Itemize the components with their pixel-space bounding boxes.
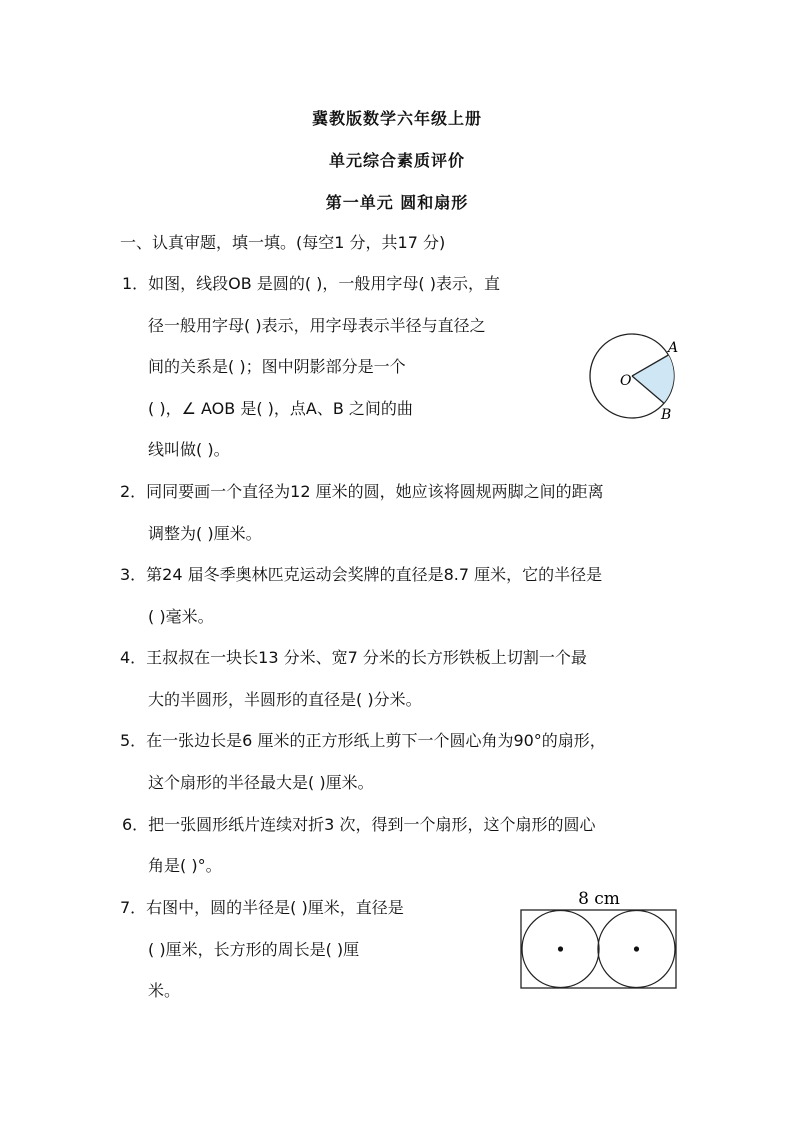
question-1-line-3: 间的关系是( )；图中阴影部分是一个 xyxy=(148,357,406,376)
question-7-line-1: 7．右图中，圆的半径是( )厘米，直径是 xyxy=(120,898,404,917)
question-4-line-1: 4．王叔叔在一块长13 分米、宽7 分米的长方形铁板上切割一个最 xyxy=(120,648,587,667)
question-2-line-1: 2．同同要画一个直径为12 厘米的圆，她应该将圆规两脚之间的距离 xyxy=(120,482,604,501)
question-7-line-2: ( )厘米，长方形的周长是( )厘 xyxy=(148,940,360,959)
question-4-line-2: 大的半圆形，半圆形的直径是( )分米。 xyxy=(148,690,422,709)
question-7-line-3: 米。 xyxy=(148,981,181,1000)
question-6-line-2: 角是( )°。 xyxy=(148,856,222,875)
question-1-line-2: 径一般用字母( )表示，用字母表示半径与直径之 xyxy=(148,316,486,335)
circle-sector-figure xyxy=(586,328,686,424)
question-5-line-1: 5．在一张边长是6 厘米的正方形纸上剪下一个圆心角为90°的扇形， xyxy=(120,731,606,750)
right-circle-center xyxy=(634,946,639,951)
question-6-line-1: 6．把一张圆形纸片连续对折3 次，得到一个扇形，这个扇形的圆心 xyxy=(122,815,596,834)
shaded-sector xyxy=(632,355,674,403)
two-circles-rectangle-figure xyxy=(516,884,682,992)
width-label: 8 cm xyxy=(578,889,620,909)
question-1-line-4: ( )，∠ AOB 是( )，点A、B 之间的曲 xyxy=(148,399,413,418)
label-b: B xyxy=(661,407,672,423)
label-a: A xyxy=(668,340,679,356)
question-5-line-2: 这个扇形的半径最大是( )厘米。 xyxy=(148,773,374,792)
unit-title: 第一单元 圆和扇形 xyxy=(325,193,469,212)
label-o: O xyxy=(620,373,632,389)
question-1-line-5: 线叫做( )。 xyxy=(148,440,230,459)
question-3-line-2: ( )毫米。 xyxy=(148,607,214,626)
question-3-line-1: 3．第24 届冬季奥林匹克运动会奖牌的直径是8.7 厘米，它的半径是 xyxy=(120,565,603,584)
section-heading: 一、认真审题，填一填。(每空1 分，共17 分) xyxy=(120,233,446,252)
document-subtitle: 单元综合素质评价 xyxy=(328,151,465,170)
question-1-line-1: 1．如图，线段OB 是圆的( )，一般用字母( )表示，直 xyxy=(122,274,500,293)
document-title: 冀教版数学六年级上册 xyxy=(311,109,482,128)
left-circle-center xyxy=(558,946,563,951)
question-2-line-2: 调整为( )厘米。 xyxy=(148,524,262,543)
